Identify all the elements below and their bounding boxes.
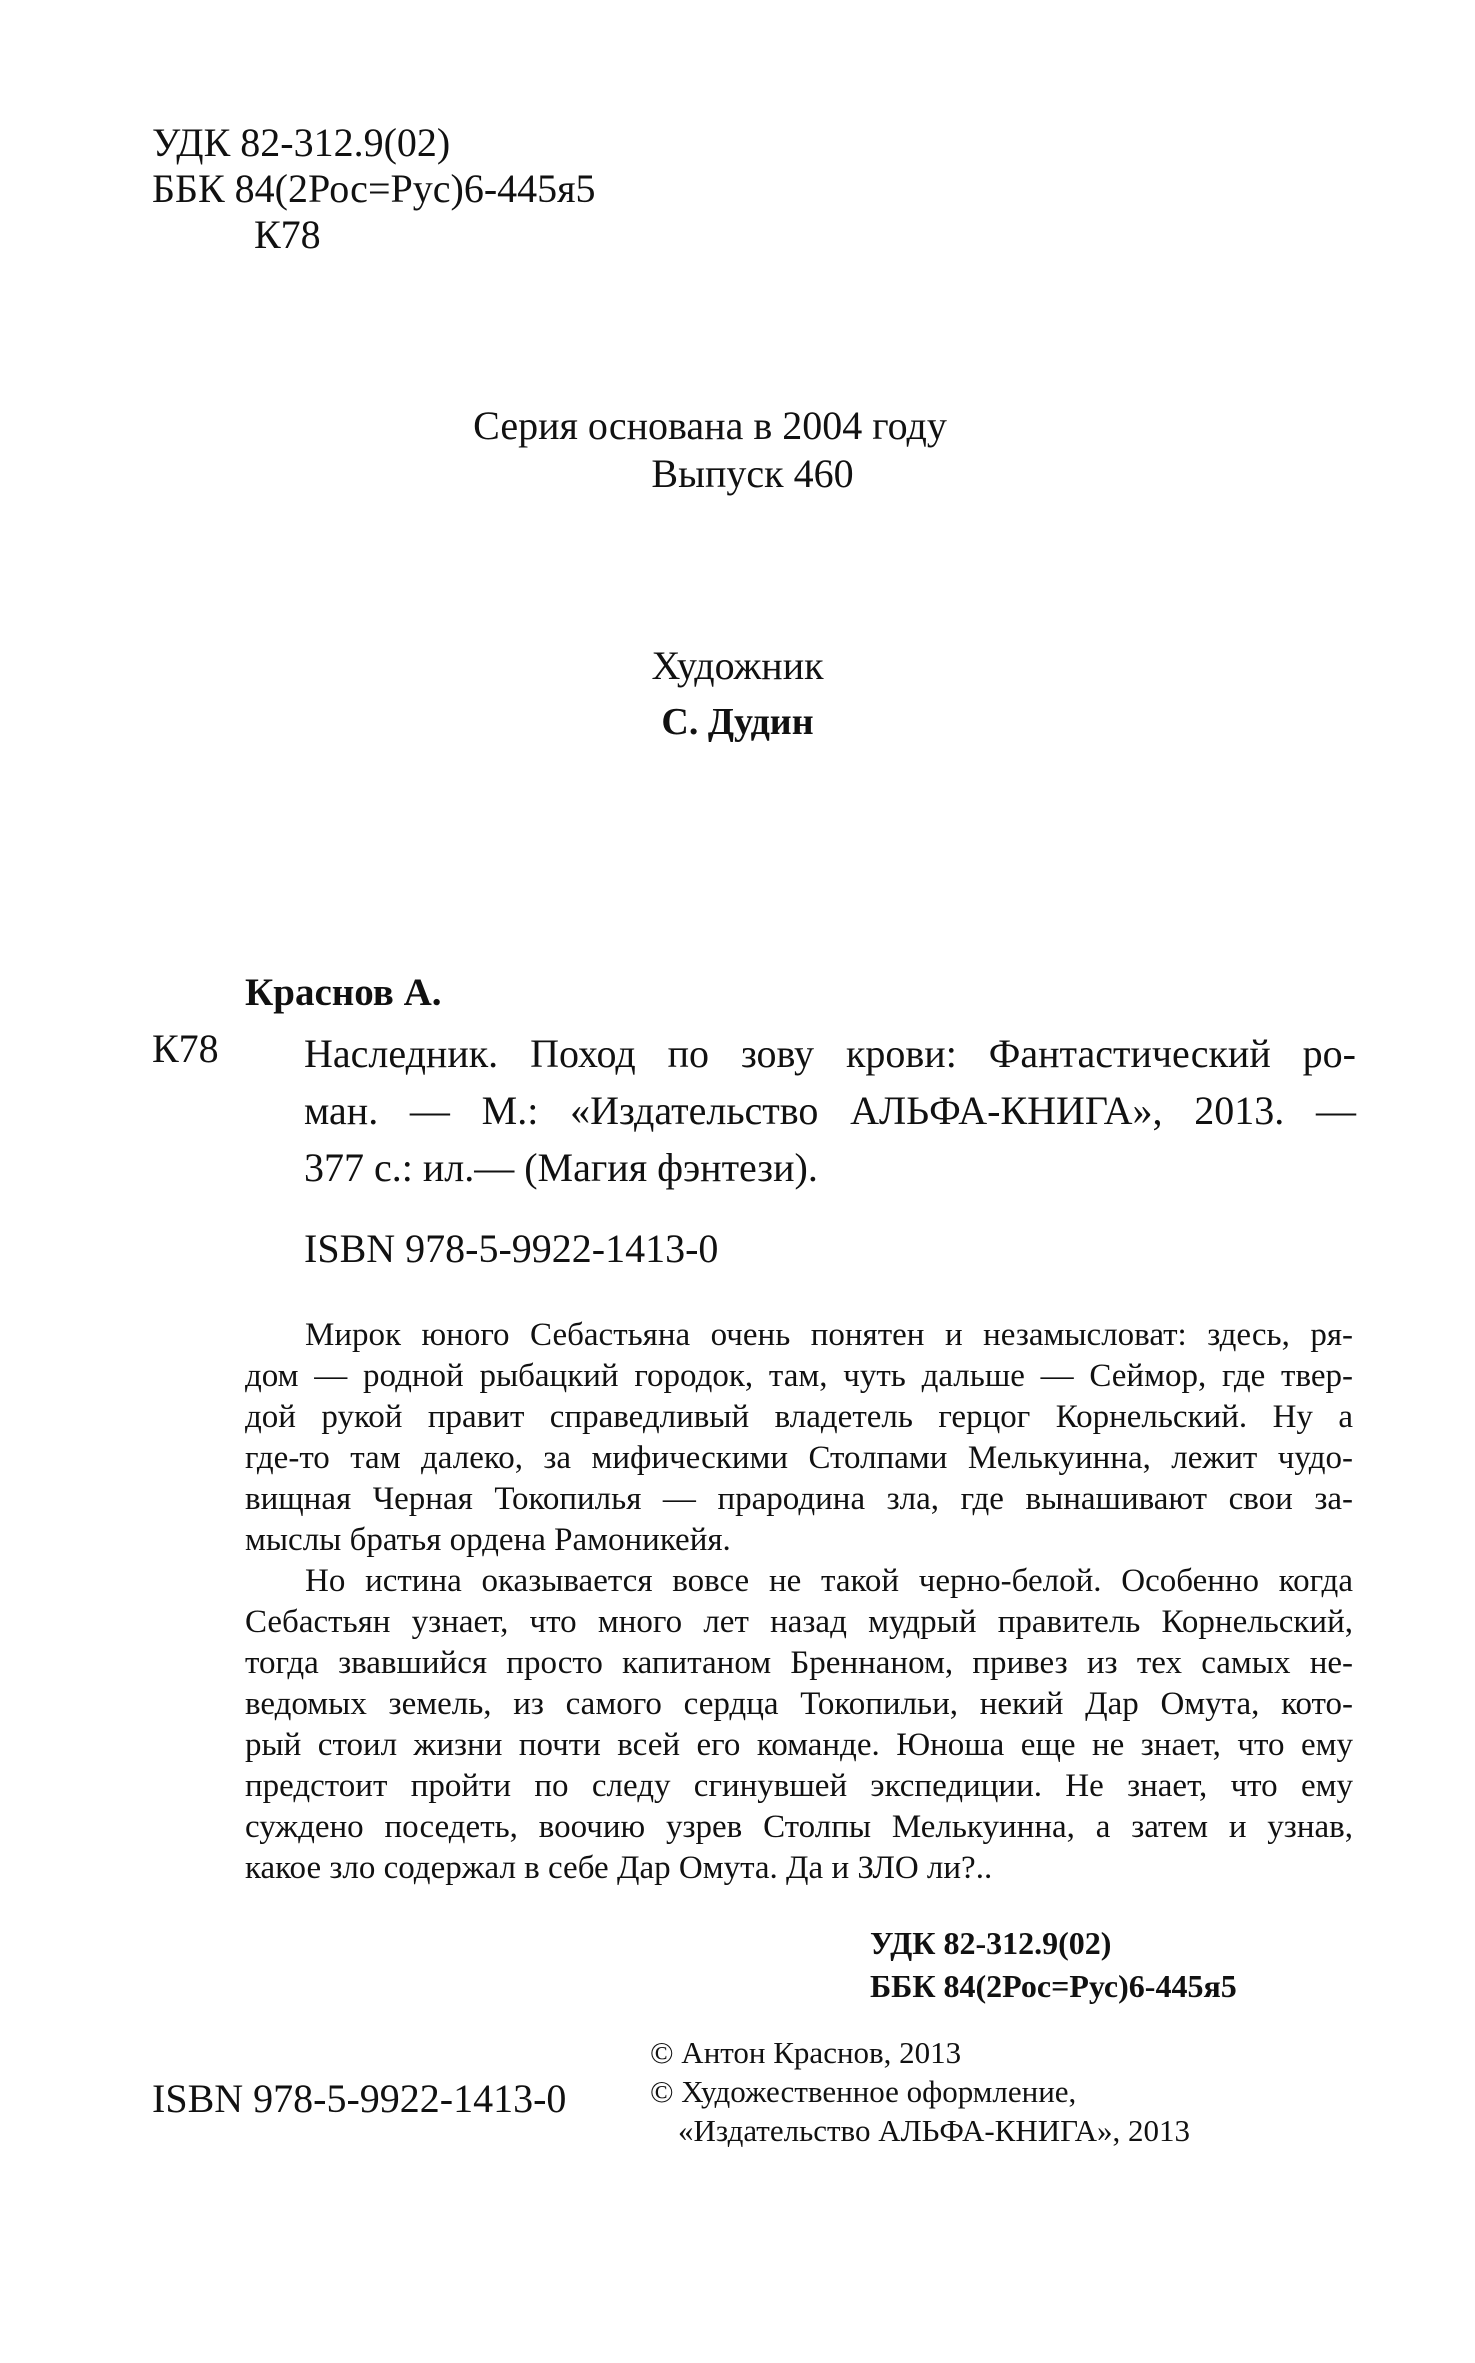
udk-code-bottom: УДК 82-312.9(02) [870,1925,1112,1961]
book-author: Краснов А. [245,971,442,1014]
abstract-line: вищная Черная Токопилья — прародина зла, где вынашивают свои за- [245,1481,1353,1517]
abstract-line: рый стоил жизни почти всей его команде. Юноша еще не знает, что ему [245,1727,1353,1763]
artist-name: С. Дудин [661,701,814,743]
udk-block-bottom [870,1922,1237,2008]
artist-credit [0,638,1475,750]
biblio-line: ман. — М.: «Издательство АЛЬФА-КНИГА», 2013. — [304,1088,1356,1133]
author-mark: К78 [254,212,321,257]
series-founded: Серия основана в 2004 году [473,403,947,448]
abstract-line: Мирок юного Себастьяна очень понятен и незамысловат: здесь, ря- [305,1317,1353,1353]
abstract-line: мыслы братья ордена Рамоникейя. [245,1522,731,1558]
bibliographic-description [304,1025,1356,1196]
artist-label: Художник [651,643,824,688]
isbn-bottom: ISBN 978-5-9922-1413-0 [152,2076,567,2121]
abstract-line: какое зло содержал в себе Дар Омута. Да и ЗЛО ли?.. [245,1850,993,1886]
series-info [0,402,1475,498]
book-abstract [245,1315,1353,1889]
copyright-author: © Антон Краснов, 2013 [650,2035,962,2070]
abstract-line: дом — родной рыбацкий городок, там, чуть дальше — Сеймор, где твер- [245,1358,1353,1394]
udk-code: УДК 82-312.9(02) [152,120,451,165]
copyright-design: © Художественное оформление, [650,2074,1077,2109]
bibliography-author-mark: К78 [152,1026,219,1071]
biblio-line: Наследник. Поход по зову крови: Фантастический ро- [304,1031,1356,1076]
abstract-line: дой рукой правит справедливый владетель герцог Корнельский. Ну а [245,1399,1353,1435]
copyright-publisher: «Издательство АЛЬФА-КНИГА», 2013 [678,2113,1191,2148]
bbk-code: ББК 84(2Рос=Рус)6-445я5 [152,166,596,211]
biblio-line: 377 с.: ил.— (Магия фэнтези). [304,1145,818,1190]
abstract-line: Но истина оказывается вовсе не такой черно-белой. Особенно когда [305,1563,1353,1599]
series-issue: Выпуск 460 [651,451,854,496]
udk-block-top [152,120,596,258]
abstract-line: Себастьян узнает, что много лет назад мудрый правитель Корнельский, [245,1604,1353,1640]
isbn-entry: ISBN 978-5-9922-1413-0 [304,1226,719,1271]
abstract-line: тогда звавшийся просто капитаном Бреннаном, привез из тех самых не- [245,1645,1353,1681]
abstract-line: предстоит пройти по следу сгинувшей экспедиции. Не знает, что ему [245,1768,1353,1804]
abstract-line: ведомых земель, из самого сердца Токопильи, некий Дар Омута, кото- [245,1686,1353,1722]
abstract-line: суждено поседеть, воочию узрев Столпы Мелькуинна, а затем и узнав, [245,1809,1353,1845]
bbk-code-bottom: ББК 84(2Рос=Рус)6-445я5 [870,1968,1237,2004]
copyright-block [650,2033,1190,2150]
abstract-line: где-то там далеко, за мифическими Столпами Мелькуинна, лежит чудо- [245,1440,1353,1476]
